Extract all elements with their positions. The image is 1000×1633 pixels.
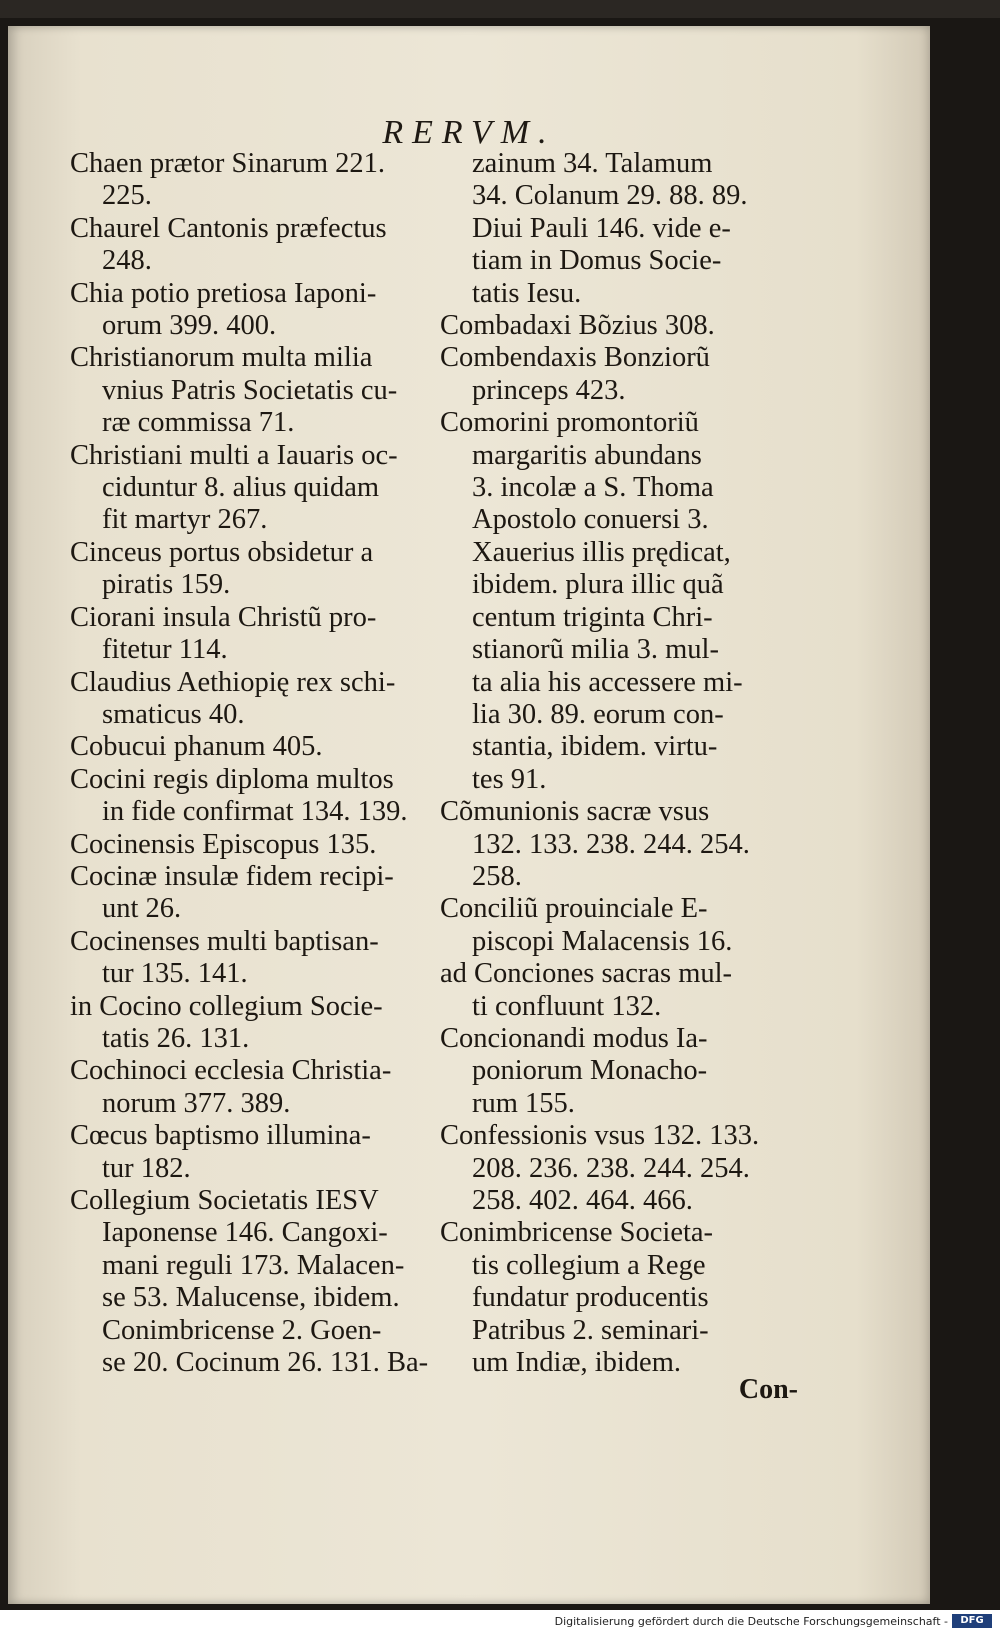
index-entry: Cocini regis diploma multos (70, 763, 394, 795)
index-entry-continuation: tes 91. (472, 763, 547, 795)
index-entry: Conimbricense Societa- (440, 1217, 714, 1249)
index-entry-continuation: poniorum Monacho- (472, 1055, 708, 1087)
index-entry: Cinceus portus obsidetur a (70, 536, 374, 568)
index-entry-continuation: tatis Iesu. (472, 277, 582, 309)
dfg-logo: DFG (952, 1614, 992, 1628)
index-entry-continuation: piscopi Malacensis 16. (472, 925, 733, 957)
index-entry-continuation: smaticus 40. (102, 698, 245, 730)
index-entry-continuation: tatis 26. 131. (102, 1022, 250, 1054)
index-entry-continuation: zainum 34. Talamum (472, 148, 713, 179)
index-entry-continuation: fit martyr 267. (102, 504, 268, 536)
index-entry: Cocinæ insulæ fidem recipi- (70, 860, 394, 892)
footer-credit: Digitalisierung gefördert durch die Deutsche Forschungsgemeinschaft - (554, 1615, 948, 1628)
index-column-right (440, 148, 870, 1379)
index-entry: Cocinenses multi baptisan- (70, 925, 379, 957)
index-entry: Collegium Societatis IESV (70, 1185, 379, 1216)
digitization-footer (0, 1612, 1000, 1633)
index-entry-continuation: 248. (102, 245, 152, 277)
running-header: RERVM. (382, 114, 556, 151)
scan-top-edge (0, 0, 1000, 18)
catchword: Con- (738, 1374, 798, 1405)
index-entry-continuation: 258. (472, 860, 522, 892)
index-entry-continuation: ti confluunt 132. (472, 990, 662, 1022)
book-page (8, 26, 930, 1604)
index-entry: in Cocino collegium Socie- (70, 990, 383, 1022)
index-entry-continuation: se 20. Cocinum 26. 131. Ba- (102, 1347, 429, 1379)
index-entry-continuation: Patribus 2. seminari- (472, 1314, 709, 1346)
index-entry: Ciorani insula Christũ pro- (70, 601, 377, 633)
index-entry-continuation: princeps 423. (472, 374, 626, 406)
index-entry-continuation: piratis 159. (102, 569, 231, 601)
index-entry-continuation: tiam in Domus Socie- (472, 245, 722, 277)
index-entry-continuation: 132. 133. 238. 244. 254. (472, 828, 750, 860)
index-entry: Cobucui phanum 405. (70, 731, 323, 763)
index-entry-continuation: margaritis abundans (472, 439, 702, 471)
index-entry-continuation: tis collegium a Rege (472, 1249, 706, 1281)
index-entry-continuation: tur 135. 141. (102, 958, 248, 990)
index-entry-continuation: Xauerius illis prędicat, (472, 536, 731, 568)
index-entry-continuation: 208. 236. 238. 244. 254. (472, 1152, 750, 1184)
index-entry-continuation: rum 155. (472, 1087, 575, 1119)
index-entry-continuation: mani reguli 173. Malacen- (102, 1249, 405, 1281)
index-entry-continuation: 34. Colanum 29. 88. 89. (472, 180, 748, 212)
index-entry: Cochinoci ecclesia Christia- (70, 1055, 392, 1087)
index-entry: Combadaxi Bõzius 308. (440, 310, 715, 342)
index-entry-continuation: fitetur 114. (102, 634, 228, 666)
index-entry-continuation: 258. 402. 464. 466. (472, 1185, 693, 1216)
index-entry-continuation: Diui Pauli 146. vide e- (472, 212, 731, 244)
index-entry-continuation: 3. incolæ a S. Thoma (472, 472, 714, 504)
index-column-left (70, 148, 450, 1379)
index-entry-continuation: Iaponense 146. Cangoxi- (102, 1217, 388, 1249)
index-entry: Cœcus baptismo illumina- (70, 1120, 371, 1152)
index-entry: Cõmunionis sacræ vsus (440, 796, 710, 828)
index-entry-continuation: Conimbricense 2. Goen- (102, 1314, 382, 1346)
index-entry-continuation: tur 182. (102, 1152, 191, 1184)
index-entry-continuation: orum 399. 400. (102, 310, 277, 342)
index-entry: Chaurel Cantonis præfectus (70, 212, 387, 244)
index-entry: Chia potio pretiosa Iaponi- (70, 277, 377, 309)
index-entry-continuation: ræ commissa 71. (102, 407, 295, 439)
index-entry-continuation: lia 30. 89. eorum con- (472, 698, 724, 730)
index-entry-continuation: ibidem. plura illic quã (472, 569, 724, 601)
index-entry: Confessionis vsus 132. 133. (440, 1120, 760, 1152)
index-entry-continuation: vnius Patris Societatis cu- (102, 374, 398, 406)
index-entry: Conciliũ prouinciale E- (440, 893, 708, 925)
index-entry-continuation: in fide confirmat 134. 139. (102, 796, 408, 828)
index-entry: Claudius Aethiopię rex schi- (70, 666, 396, 698)
index-entry: Christianorum multa milia (70, 342, 373, 374)
index-entry: Cocinensis Episcopus 135. (70, 828, 377, 860)
index-entry: Combendaxis Bonziorũ (440, 342, 710, 374)
index-entry-continuation: ta alia his accessere mi- (472, 666, 743, 698)
index-entry: Comorini promontoriũ (440, 407, 699, 439)
index-entry-continuation: ciduntur 8. alius quidam (102, 472, 380, 504)
index-entry-continuation: centum triginta Chri- (472, 601, 713, 633)
index-entry-continuation: norum 377. 389. (102, 1087, 291, 1119)
index-entry: Christiani multi a Iauaris oc- (70, 439, 398, 471)
index-entry: Concionandi modus Ia- (440, 1022, 708, 1054)
index-entry-continuation: se 53. Malucense, ibidem. (102, 1282, 400, 1314)
index-entry-continuation: Apostolo conuersi 3. (472, 504, 709, 536)
index-entry: ad Conciones sacras mul- (440, 958, 733, 990)
index-entry-continuation: 225. (102, 180, 152, 212)
index-entry: Chaen prætor Sinarum 221. (70, 148, 386, 179)
index-entry-continuation: stianorũ milia 3. mul- (472, 634, 719, 666)
index-entry-continuation: stantia, ibidem. virtu- (472, 731, 718, 763)
index-entry-continuation: unt 26. (102, 893, 182, 925)
index-entry-continuation: um Indiæ, ibidem. (472, 1347, 681, 1379)
index-entry-continuation: fundatur producentis (472, 1282, 709, 1314)
